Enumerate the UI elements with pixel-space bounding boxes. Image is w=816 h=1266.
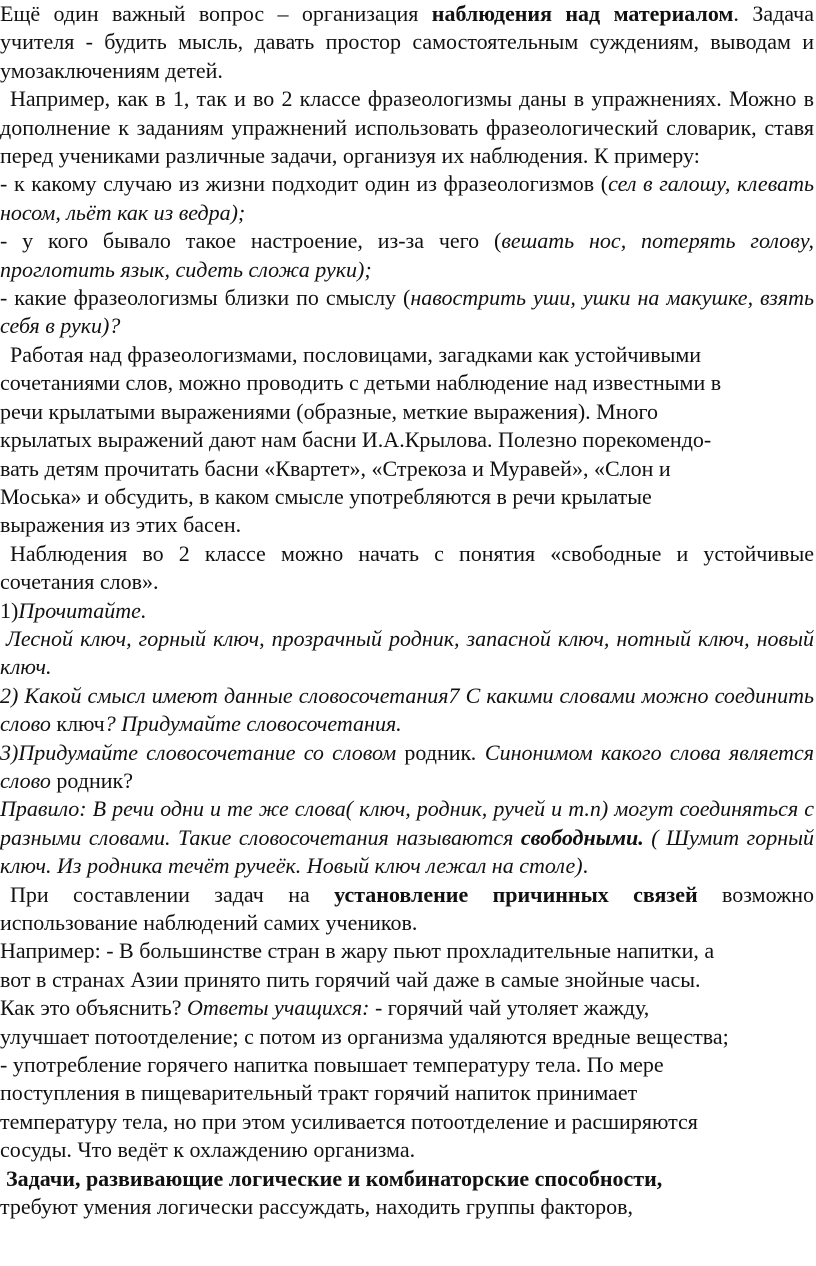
text-fragment: При составлении задач на <box>10 881 335 907</box>
task-text: ? <box>123 767 133 793</box>
text-line: вот в странах Азии принято пить горячий чай даже в самые знойные часы. <box>0 966 701 992</box>
text-line: сочетаниями слов, можно проводить с детьми наблюдение над известными в <box>0 370 722 396</box>
paragraph-causal-links <box>0 881 814 938</box>
text-line <box>0 994 814 1022</box>
task-text: 3)Придумайте словосочетание со словом <box>0 739 405 765</box>
list-item-text: - у кого бывало такое настроение, из-за чего ( <box>0 228 502 254</box>
paragraph-logic-tasks <box>0 1165 814 1222</box>
key-word: родник <box>404 739 472 765</box>
task-text: ? Придумайте словосочетания. <box>104 711 402 737</box>
paragraph-winged-expressions <box>0 341 814 540</box>
rule-text: ( Шумит горный ключ. Из родника течёт ручеёк. Новый ключ лежал на столе) <box>0 824 815 879</box>
list-item-examples: сел в галошу, клевать носом, льёт как из ведра); <box>0 171 814 225</box>
paragraph-grade2-observations: Наблюдения во 2 классе можно начать с понятия «свободные и устойчивые сочетания слов». <box>0 540 814 595</box>
bold-heading: Задачи, развивающие логические и комбинаторские способности, <box>6 1165 663 1191</box>
bold-term: установление причинных связей <box>334 881 698 907</box>
list-item <box>0 227 814 284</box>
list-item-examples: вешать нос, потерять голову, проглотить язык, сидеть сложа руки); <box>0 228 814 282</box>
key-word: родник <box>56 767 124 793</box>
text-line: Моська» и обсудить, в каком смысле употребляются в речи крылатые <box>0 483 652 509</box>
rule-bold-term: свободными. <box>520 824 644 850</box>
task-1 <box>0 597 814 625</box>
task-3 <box>0 739 814 796</box>
task-2 <box>0 682 814 739</box>
list-item <box>0 284 814 341</box>
paragraph-observation-intro <box>0 0 814 85</box>
task-text: . Синонимом какого слова является слово <box>0 739 814 793</box>
text-line: сосуды. Что ведёт к охлаждению организма. <box>0 1137 416 1163</box>
text-line: выражения из этих басен. <box>0 512 242 538</box>
task-1-examples: Лесной ключ, горный ключ, прозрачный родник, запасной ключ, нотный ключ, новый ключ. <box>0 625 814 680</box>
text-line: требуют умения логически рассуждать, находить группы факторов, <box>0 1194 634 1220</box>
text-fragment: - горячий чай утоляет жажду, <box>369 995 650 1021</box>
paragraph-phraseology: Например, как в 1, так и во 2 классе фразеологизмы даны в упражнениях. Можно в дополнение к заданиям упражнений использовать фразеологический словарик, ставя перед учениками различные задачи, организуя их наблюдения. К примеру: <box>0 86 814 169</box>
rule <box>0 795 814 880</box>
text-line: поступления в пищеварительный тракт горячий напиток принимает <box>0 1080 638 1106</box>
list-item-text: - какие фразеологизмы близки по смыслу ( <box>0 285 411 311</box>
list-item-text: - к какому случаю из жизни подходит один из фразеологизмов ( <box>0 171 609 197</box>
text-line: речи крылатыми выражениями (образные, меткие выражения). Много <box>0 398 658 424</box>
key-word: ключ <box>56 711 105 737</box>
text-line: улучшает потоотделение; с потом из организма удаляются вредные вещества; <box>0 1023 729 1049</box>
text-fragment: . Задача учителя - будить мысль, давать простор самостоятельным суждениям, выводам и умозаключениям детей. <box>0 1 815 83</box>
text-line: крылатых выражений дают нам басни И.А.Крылова. Полезно порекомендо- <box>0 427 712 453</box>
rule-text: Правило: В речи одни и те же слова( ключ, родник, ручей и т.п) могут соединяться с разными словами. Такие словосочетания называются <box>0 796 814 850</box>
text-line: - употребление горячего напитка повышает температуру тела. По мере <box>0 1052 664 1078</box>
text-line: вать детям прочитать басни «Квартет», «Стрекоза и Муравей», «Слон и <box>0 455 671 481</box>
paragraph-hot-tea-example <box>0 937 814 1164</box>
text-line: Работая над фразеологизмами, пословицами, загадками как устойчивыми <box>10 341 702 367</box>
text-fragment: Как это объяснить? <box>0 995 187 1021</box>
task-number: 1) <box>0 597 19 623</box>
text-fragment: возможно использование наблюдений самих учеников. <box>0 881 815 935</box>
text-line: Например: - В большинстве стран в жару пьют прохладительные напитки, а <box>0 938 715 964</box>
bold-term: наблюдения над материалом <box>431 1 734 26</box>
list-item-examples: навострить уши, ушки на макушке, взять себя в руки)? <box>0 285 814 339</box>
rule-text: . <box>582 853 589 879</box>
answers-label: Ответы учащихся: <box>186 995 370 1021</box>
task-text: 2) Какой смысл имеют данные словосочетания7 С какими словами можно соединить слово <box>0 682 814 737</box>
list-item <box>0 170 814 227</box>
text-line: температуру тела, но при этом усиливается потоотделение и расширяются <box>0 1108 698 1134</box>
task-text: Прочитайте. <box>18 597 147 623</box>
text-fragment: Ещё один важный вопрос – организация <box>0 1 432 26</box>
